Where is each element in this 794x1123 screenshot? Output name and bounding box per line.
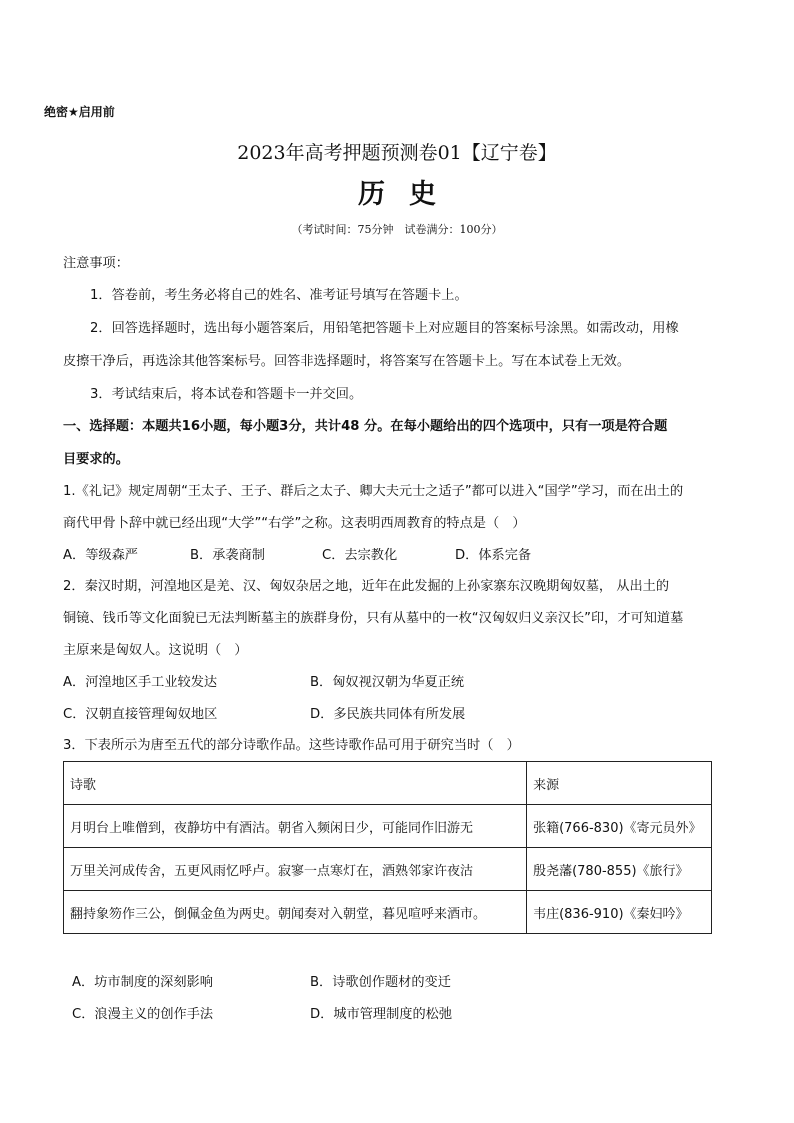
q1-line-1: 1.《礼记》规定周朝“王太子、王子、群后之太子、卿大夫元士之适子”都可以进入“国学”学习，而在出土的 <box>63 484 684 499</box>
table-row <box>64 848 712 891</box>
table-row <box>64 891 712 934</box>
q1-line-2: 商代甲骨卜辞中就已经出现“大学”“右学”之称。这表明西周教育的特点是（ ） <box>63 516 526 531</box>
q3-option-b: B．诗歌创作题材的变迁 <box>310 975 451 990</box>
q2-option-b: B．匈奴视汉朝为华夏正统 <box>310 675 465 690</box>
exam-info: （考试时间：75分钟 试卷满分：100分） <box>291 223 503 236</box>
q3-option-d: D．城市管理制度的松弛 <box>310 1007 453 1022</box>
note-item-1: 1．答卷前，考生务必将自己的姓名、准考证号填写在答题卡上。 <box>90 288 468 303</box>
q2-option-a: A．河湟地区手工业较发达 <box>63 675 218 690</box>
confidential-label: 绝密★启用前 <box>44 105 115 119</box>
subject-title: 历史 <box>358 179 460 210</box>
section-heading-line-2: 目要求的。 <box>63 452 129 467</box>
q1-option-a: A．等级森严 <box>63 548 138 563</box>
section-heading-line-1: 一、选择题：本题共16小题，每小题3分，共计48 分。在每小题给出的四个选项中，只有一项是符合题 <box>63 419 668 434</box>
table-cell-source: 张籍(766-830)《寄元员外》 <box>527 805 712 848</box>
table-header-row <box>64 762 712 805</box>
poems-table <box>63 761 712 934</box>
q2-line-3: 主原来是匈奴人。这说明（ ） <box>63 643 248 658</box>
q3-line-1: 3．下表所示为唐至五代的部分诗歌作品。这些诗歌作品可用于研究当时（ ） <box>63 738 520 753</box>
q1-option-d: D．体系完备 <box>455 548 532 563</box>
table-header-poem: 诗歌 <box>64 762 527 805</box>
q3-option-a: A．坊市制度的深刻影响 <box>72 975 213 990</box>
q3-option-c: C．浪漫主义的创作手法 <box>72 1007 214 1022</box>
table-header-source: 来源 <box>527 762 712 805</box>
exam-title: 2023年高考押题预测卷01【辽宁卷】 <box>237 142 557 164</box>
table-row <box>64 805 712 848</box>
q1-option-c: C．去宗教化 <box>322 548 398 563</box>
q2-line-2: 铜镜、钱币等文化面貌已无法判断墓主的族群身份，只有从墓中的一枚“汉匈奴归义亲汉长”印，才可知道墓 <box>63 611 684 626</box>
q2-option-c: C．汉朝直接管理匈奴地区 <box>63 707 218 722</box>
note-item-2-line-1: 2．回答选择题时，选出每小题答案后，用铅笔把答题卡上对应题目的答案标号涂黑。如需改动，用橡 <box>90 321 679 336</box>
table-cell-source: 殷尧藩(780-855)《旅行》 <box>527 848 712 891</box>
table-cell-poem: 万里关河成传舍，五更风雨忆呼卢。寂寥一点寒灯在，酒熟邻家许夜沽 <box>64 848 527 891</box>
note-item-3: 3．考试结束后，将本试卷和答题卡一并交回。 <box>90 387 363 402</box>
q2-option-d: D．多民族共同体有所发展 <box>310 707 466 722</box>
table-cell-poem: 月明台上唯僧到，夜静坊中有酒沽。朝省入频闲日少，可能同作旧游无 <box>64 805 527 848</box>
table-cell-source: 韦庄(836-910)《秦妇吟》 <box>527 891 712 934</box>
notes-heading: 注意事项： <box>63 256 129 271</box>
table-cell-poem: 翻持象笏作三公，倒佩金鱼为两史。朝闻奏对入朝堂，暮见喧呼来酒市。 <box>64 891 527 934</box>
note-item-2-line-2: 皮擦干净后，再选涂其他答案标号。回答非选择题时，将答案写在答题卡上。写在本试卷上无效。 <box>63 354 631 369</box>
q2-line-1: 2．秦汉时期，河湟地区是羌、汉、匈奴杂居之地，近年在此发掘的上孙家寨东汉晚期匈奴墓， 从出土的 <box>63 579 670 594</box>
q1-option-b: B．承袭商制 <box>190 548 265 563</box>
